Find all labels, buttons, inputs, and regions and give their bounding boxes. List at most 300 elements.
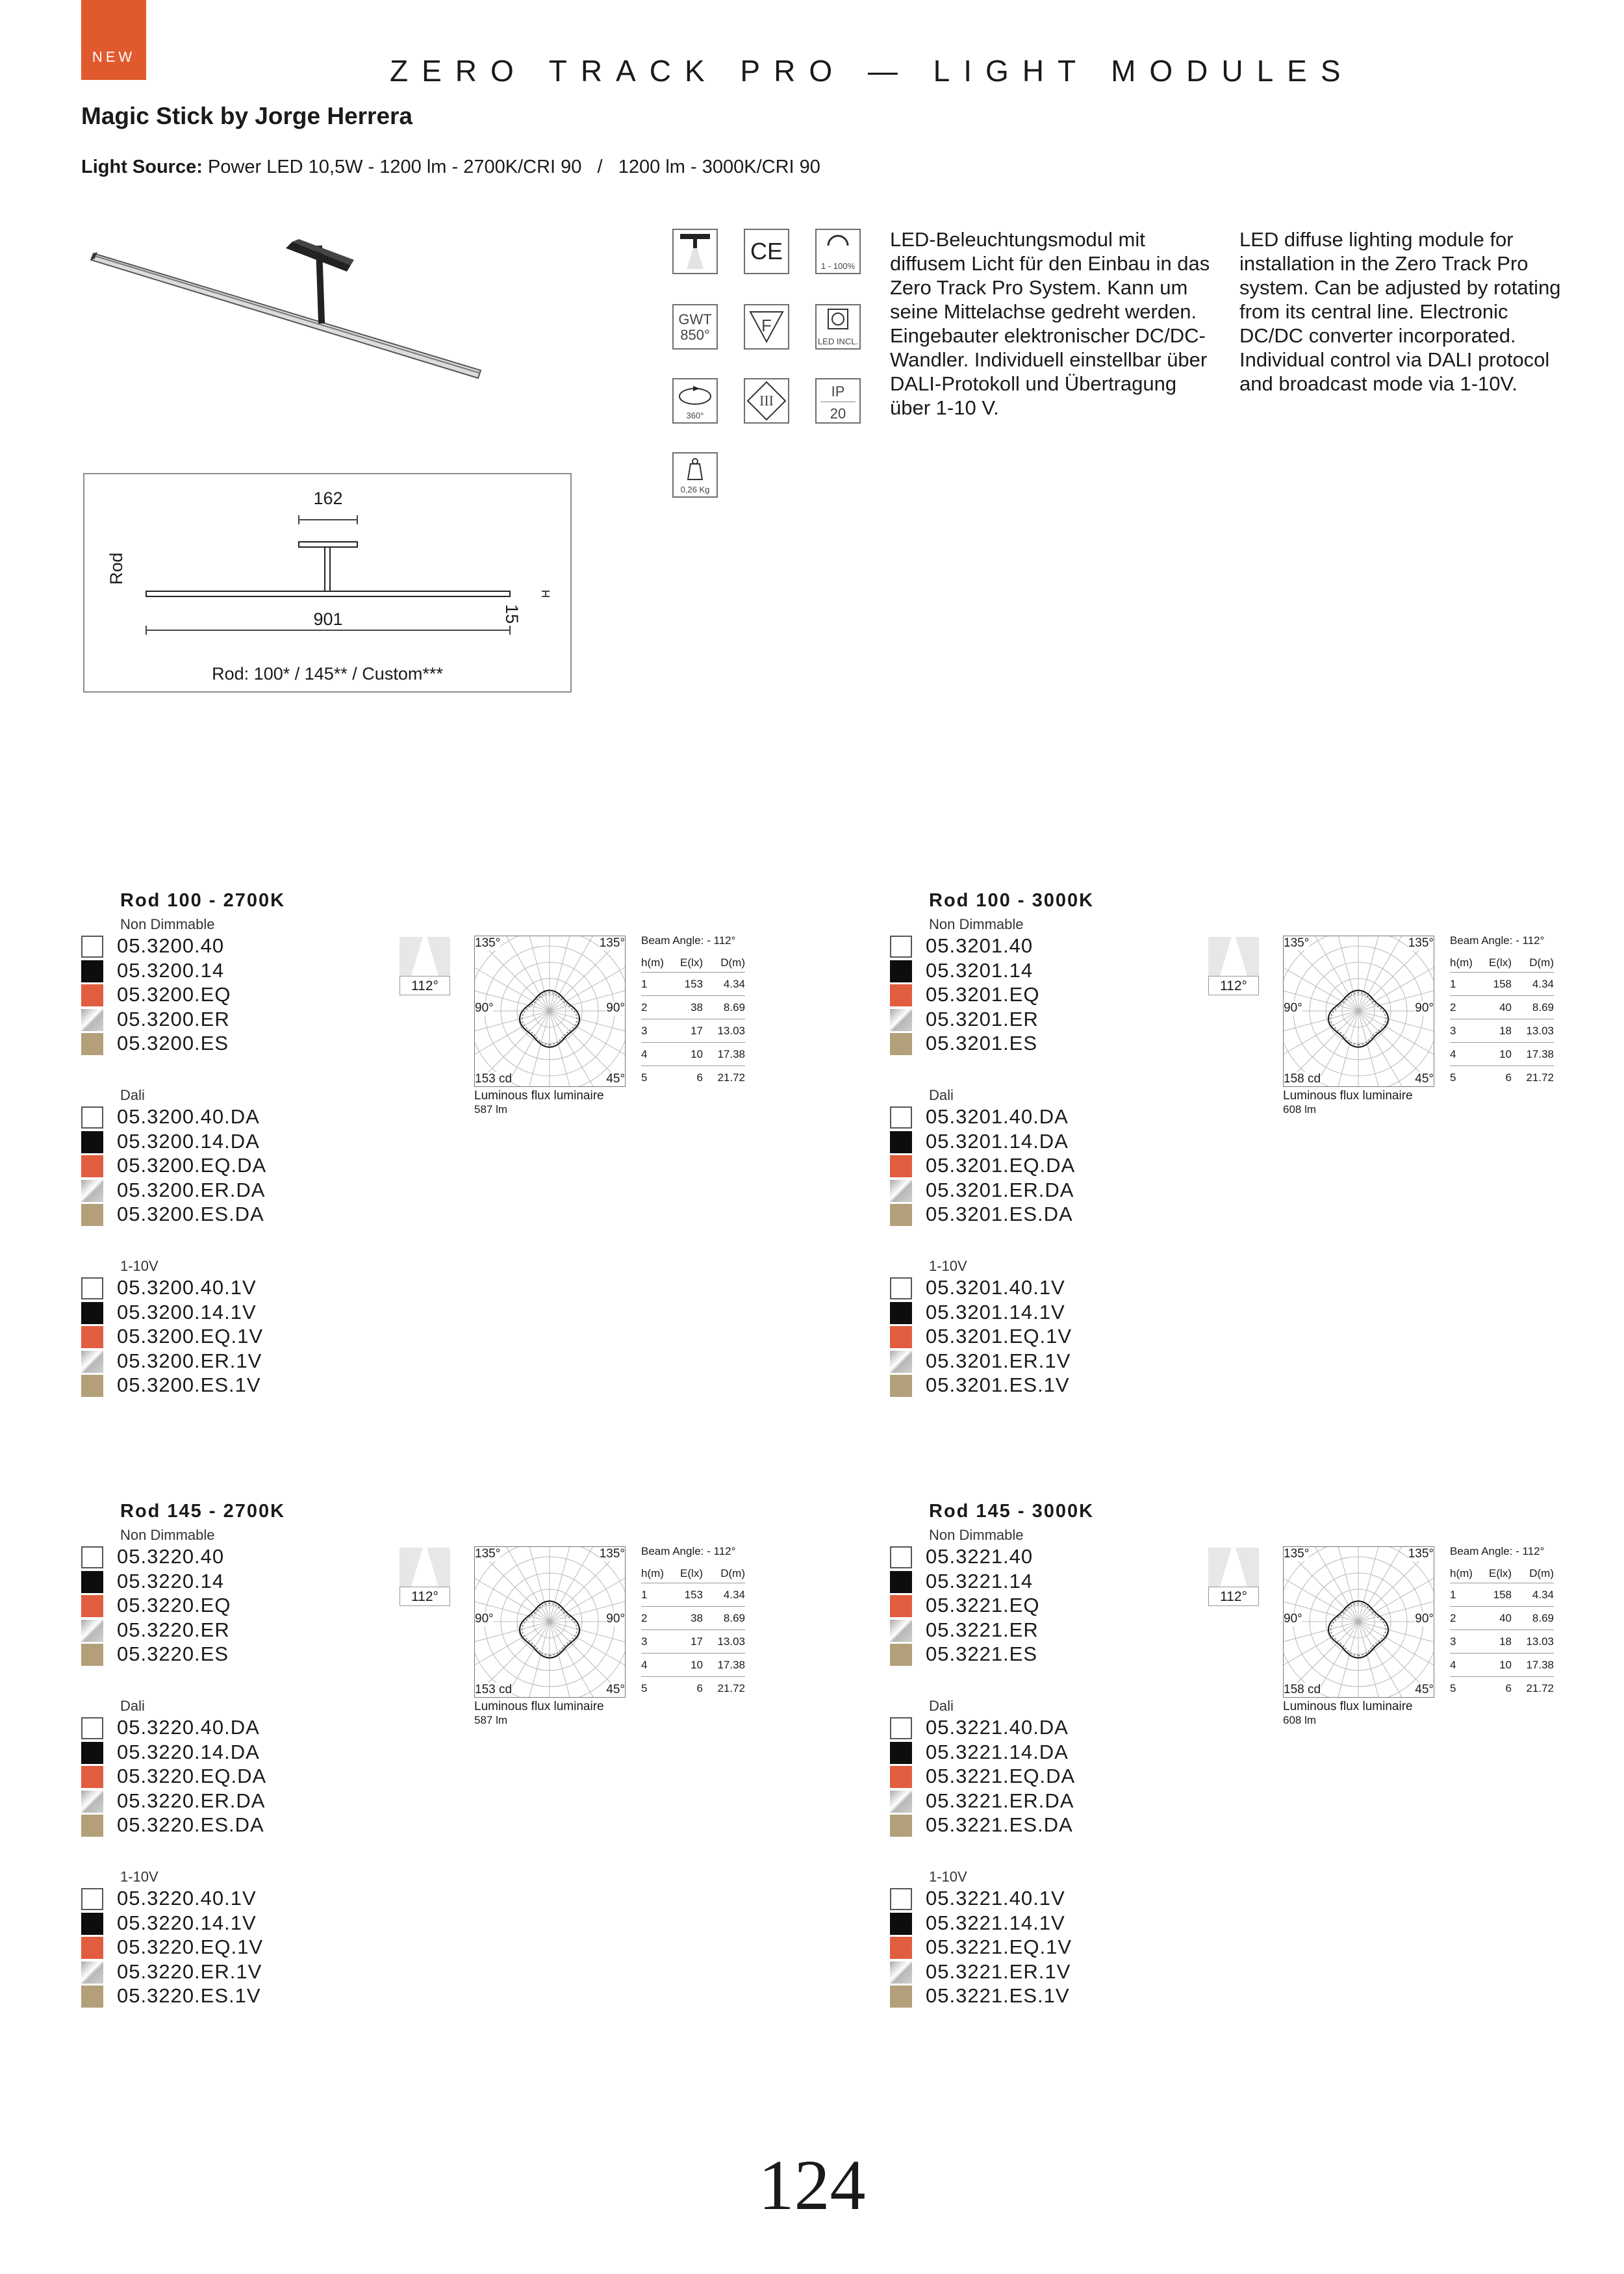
table-row [1450, 973, 1554, 996]
cell-diameter: 17.38 [1512, 1654, 1554, 1677]
candela-value: 158 cd [1284, 1072, 1321, 1086]
table-row [641, 1654, 745, 1677]
finish-swatch-orange [81, 1766, 103, 1788]
cell-illuminance: 6 [696, 1071, 703, 1084]
candela-value: 153 cd [475, 1072, 513, 1086]
product-code: 05.3220.14 [117, 1569, 225, 1592]
col-header-h: h(m) [641, 954, 670, 973]
cell-illuminance: 153 [670, 973, 703, 996]
product-code: 05.3201.ER.DA [926, 1178, 1074, 1201]
beam-angle-badge: 112° [400, 1587, 450, 1606]
polar-diagram [1283, 1546, 1434, 1698]
product-code: 05.3201.EQ.1V [926, 1325, 1072, 1348]
cell-diameter: 17.38 [703, 1654, 745, 1677]
group-label-v110: 1-10V [120, 1258, 159, 1274]
product-code: 05.3201.EQ [926, 983, 1040, 1006]
product-code: 05.3220.14.DA [117, 1740, 260, 1763]
table-row [1450, 1607, 1554, 1630]
description-english: LED diffuse lighting module for installation in the Zero Track Pro system. Can be adjusted by rotating from its central line. Electronic DC/DC converter incorporated. Individual control via DALI protocol and broadcast mode via 1-10V. [1239, 228, 1561, 395]
table-row [641, 1583, 745, 1607]
product-code: 05.3200.EQ [117, 983, 231, 1006]
new-badge [81, 0, 146, 80]
cell-illuminance: 17 [670, 1630, 703, 1654]
group-label-dali: Dali [120, 1087, 145, 1103]
new-badge-label: NEW [92, 49, 136, 65]
finish-swatch-orange [890, 1326, 912, 1348]
finish-swatch-gold [890, 1375, 912, 1397]
angle-label-90-left: 90° [1284, 1001, 1302, 1015]
cell-height: 1 [641, 973, 670, 996]
finish-swatch-white [890, 1106, 912, 1129]
ip-rating-icon [815, 378, 861, 424]
beam-cone-svg [1208, 937, 1259, 977]
luminous-flux-value: 587 lm [474, 1714, 508, 1726]
angle-label-90-right: 90° [1415, 1612, 1434, 1626]
finish-swatch-gold [890, 1204, 912, 1226]
class-three-label: III [759, 392, 774, 409]
dim-width-top: 162 [313, 489, 343, 508]
luminous-flux-value: 587 lm [474, 1103, 508, 1116]
product-code: 05.3221.ES.DA [926, 1813, 1073, 1836]
cell-height: 5 [1450, 1071, 1456, 1084]
product-code: 05.3221.ES [926, 1642, 1038, 1665]
table-row [641, 973, 745, 996]
product-code: 05.3201.ES.DA [926, 1203, 1073, 1225]
cell-illuminance: 10 [1479, 1043, 1512, 1066]
beam-table [641, 1545, 745, 1700]
product-subtitle: Magic Stick by Jorge Herrera [81, 103, 412, 129]
col-header-e: E(lx) [670, 954, 703, 973]
dim-rod-label: Rod [107, 552, 126, 585]
product-code: 05.3220.ES.DA [117, 1813, 264, 1836]
finish-swatch-orange [890, 984, 912, 1006]
light-source-label: Light Source: [81, 157, 203, 177]
cell-diameter: 21.72 [1526, 1071, 1554, 1084]
weight-label: 0,26 Kg [680, 485, 710, 494]
product-code: 05.3221.40.DA [926, 1716, 1069, 1739]
finish-swatch-gold [81, 1815, 103, 1837]
finish-swatch-chrome [890, 1009, 912, 1031]
cell-illuminance: 10 [670, 1654, 703, 1677]
section-title: Rod 100 - 3000K [929, 890, 1095, 911]
cell-diameter: 21.72 [717, 1071, 745, 1084]
product-code: 05.3200.ES.1V [117, 1373, 261, 1396]
product-code: 05.3200.EQ.1V [117, 1325, 263, 1348]
cell-height: 5 [641, 1681, 648, 1694]
cell-diameter: 4.34 [703, 973, 745, 996]
product-code: 05.3200.14.1V [117, 1300, 257, 1323]
product-code: 05.3200.ES.DA [117, 1203, 264, 1225]
finish-swatch-black [890, 1131, 912, 1153]
cell-height: 1 [1450, 973, 1479, 996]
product-code: 05.3200.EQ.DA [117, 1154, 267, 1177]
col-header-e: E(lx) [1479, 954, 1512, 973]
col-header-e: E(lx) [670, 1565, 703, 1583]
product-code: 05.3220.ER.1V [117, 1960, 262, 1983]
cell-diameter: 4.34 [1512, 973, 1554, 996]
product-code: 05.3201.14.DA [926, 1129, 1069, 1153]
product-code: 05.3221.14 [926, 1569, 1034, 1592]
angle-label-90-right: 90° [606, 1612, 625, 1626]
cell-diameter: 17.38 [703, 1043, 745, 1066]
dimension-drawing [83, 473, 572, 693]
cell-diameter: 4.34 [1512, 1583, 1554, 1607]
group-label-v110: 1-10V [929, 1869, 967, 1885]
table-row [1450, 1043, 1554, 1066]
table-header-row [641, 954, 745, 973]
finish-swatch-chrome [890, 1791, 912, 1813]
finish-swatch-orange [890, 1766, 912, 1788]
col-header-h: h(m) [1450, 954, 1479, 973]
group-label-non-dimmable: Non Dimmable [120, 916, 215, 932]
finish-swatch-black [890, 1571, 912, 1593]
finish-swatch-black [81, 1131, 103, 1153]
cell-illuminance: 158 [1479, 973, 1512, 996]
angle-label-90-left: 90° [475, 1001, 494, 1015]
cell-illuminance: 6 [696, 1681, 703, 1694]
product-code: 05.3201.ER.1V [926, 1349, 1071, 1372]
beam-angle-badge: 112° [400, 976, 450, 995]
cell-illuminance: 38 [670, 996, 703, 1019]
candela-value: 158 cd [1284, 1683, 1321, 1696]
cell-illuminance: 18 [1479, 1630, 1512, 1654]
product-code: 05.3220.ER.DA [117, 1789, 266, 1812]
angle-label-135-right: 135° [1408, 1547, 1434, 1561]
product-code: 05.3221.EQ.DA [926, 1765, 1076, 1787]
col-header-e: E(lx) [1479, 1565, 1512, 1583]
luminous-flux-label: Luminous flux luminaire [1283, 1089, 1413, 1103]
product-code: 05.3221.14.1V [926, 1911, 1065, 1934]
illuminance-table [641, 954, 745, 1089]
polar-diagram [1283, 936, 1434, 1087]
product-code: 05.3220.ES [117, 1642, 229, 1665]
beam-angle-text: Beam Angle: - 112° [1450, 934, 1545, 947]
cell-illuminance: 40 [1479, 1607, 1512, 1630]
product-code: 05.3200.ES [117, 1032, 229, 1054]
finish-swatch-white [890, 1717, 912, 1739]
gwt-label: GWT [678, 311, 712, 327]
table-row [641, 1019, 745, 1043]
cell-height: 3 [641, 1019, 670, 1043]
product-code: 05.3221.40 [926, 1545, 1034, 1568]
section-title: Rod 145 - 3000K [929, 1501, 1095, 1522]
svg-text:CE: CE [750, 238, 783, 264]
table-row [641, 1607, 745, 1630]
beam-angle-text: Beam Angle: - 112° [641, 1545, 736, 1557]
finish-swatch-black [81, 1302, 103, 1324]
polar-grid-svg [475, 936, 625, 1086]
luminous-flux-value: 608 lm [1283, 1714, 1317, 1726]
product-code: 05.3220.ES.1V [117, 1984, 261, 2007]
product-section [890, 890, 1618, 1449]
cell-height: 4 [641, 1654, 670, 1677]
finish-swatch-gold [890, 1986, 912, 2008]
angle-label-135-left: 135° [1284, 936, 1310, 950]
group-label-non-dimmable: Non Dimmable [929, 1527, 1024, 1543]
product-code: 05.3221.ER [926, 1618, 1039, 1641]
cell-height: 5 [1450, 1681, 1456, 1694]
group-label-non-dimmable: Non Dimmable [929, 916, 1024, 932]
cell-illuminance: 18 [1479, 1019, 1512, 1043]
illuminance-table [1450, 1565, 1554, 1700]
finish-swatch-orange [81, 1595, 103, 1617]
illuminance-table [641, 1565, 745, 1700]
finish-swatch-gold [81, 1204, 103, 1226]
candela-value: 153 cd [475, 1683, 513, 1696]
led-included-icon [815, 304, 861, 350]
glow-wire-icon [672, 304, 718, 350]
product-code: 05.3201.40.1V [926, 1276, 1065, 1299]
finish-swatch-gold [890, 1815, 912, 1837]
finish-swatch-black [81, 1571, 103, 1593]
product-code: 05.3221.ER.1V [926, 1960, 1071, 1983]
gwt-temp: 850° [680, 327, 710, 343]
beam-angle-icon [1208, 937, 1259, 993]
col-header-h: h(m) [641, 1565, 670, 1583]
page-number: 124 [758, 2145, 866, 2225]
product-section [81, 890, 809, 1449]
beam-cone-svg [1208, 1548, 1259, 1588]
cell-height: 2 [1450, 1607, 1479, 1630]
table-row [1450, 1677, 1554, 1700]
finish-swatch-chrome [890, 1961, 912, 1984]
ip-label: IP [831, 383, 845, 400]
finish-swatch-white [81, 1717, 103, 1739]
luminous-flux-value: 608 lm [1283, 1103, 1317, 1116]
angle-label-90-left: 90° [1284, 1612, 1302, 1626]
finish-swatch-gold [81, 1033, 103, 1055]
table-header-row [1450, 954, 1554, 973]
angle-label-135-left: 135° [1284, 1547, 1310, 1561]
group-label-dali: Dali [120, 1698, 145, 1714]
product-section [890, 1501, 1618, 2060]
finish-swatch-orange [890, 1595, 912, 1617]
cell-diameter: 8.69 [703, 996, 745, 1019]
cell-illuminance: 10 [670, 1043, 703, 1066]
finish-swatch-gold [81, 1375, 103, 1397]
angle-label-45: 45° [1415, 1072, 1434, 1086]
product-code: 05.3200.40.DA [117, 1105, 260, 1128]
finish-swatch-chrome [81, 1009, 103, 1031]
col-header-d: D(m) [703, 954, 745, 973]
finish-swatch-chrome [890, 1620, 912, 1642]
cell-illuminance: 17 [670, 1019, 703, 1043]
cell-height: 1 [1450, 1583, 1479, 1607]
cell-height: 4 [1450, 1654, 1479, 1677]
finish-swatch-black [81, 1913, 103, 1935]
weight-icon [672, 452, 718, 498]
product-code: 05.3200.14.DA [117, 1129, 260, 1153]
polar-diagram [474, 1546, 626, 1698]
product-code: 05.3221.EQ [926, 1594, 1040, 1616]
beam-table [1450, 1545, 1554, 1700]
cell-diameter: 13.03 [703, 1630, 745, 1654]
f-mark-icon [744, 304, 789, 350]
product-code: 05.3220.EQ.DA [117, 1765, 267, 1787]
cell-illuminance: 153 [670, 1583, 703, 1607]
cell-diameter: 8.69 [1512, 1607, 1554, 1630]
light-source-line [81, 157, 820, 178]
page-title: ZERO TRACK PRO — LIGHT MODULES [390, 54, 1354, 88]
cell-height: 3 [1450, 1630, 1479, 1654]
table-row [1450, 1654, 1554, 1677]
group-label-v110: 1-10V [120, 1869, 159, 1885]
finish-swatch-gold [81, 1644, 103, 1666]
led-included-label: LED INCL. [817, 337, 859, 346]
finish-swatch-white [81, 1106, 103, 1129]
angle-label-135-right: 135° [1408, 936, 1434, 950]
group-label-v110: 1-10V [929, 1258, 967, 1274]
finish-swatch-orange [81, 1937, 103, 1959]
angle-label-135-right: 135° [599, 936, 625, 950]
luminous-flux-label: Luminous flux luminaire [474, 1700, 604, 1713]
product-code: 05.3220.40 [117, 1545, 225, 1568]
rotation-icon [672, 378, 718, 424]
product-code: 05.3200.ER.DA [117, 1178, 266, 1201]
group-label-dali: Dali [929, 1698, 954, 1714]
table-row [641, 1043, 745, 1066]
product-code: 05.3201.40 [926, 934, 1034, 957]
finish-swatch-gold [81, 1986, 103, 2008]
ce-mark-icon [744, 229, 789, 274]
cell-illuminance: 40 [1479, 996, 1512, 1019]
polar-diagram [474, 936, 626, 1087]
cell-diameter: 13.03 [703, 1019, 745, 1043]
cell-diameter: 21.72 [717, 1681, 745, 1694]
product-code: 05.3220.EQ.1V [117, 1935, 263, 1958]
table-row [1450, 1630, 1554, 1654]
product-code: 05.3220.14.1V [117, 1911, 257, 1934]
cell-height: 1 [641, 1583, 670, 1607]
track-mount-icon [672, 229, 718, 274]
ip-value: 20 [830, 405, 846, 422]
section-title: Rod 100 - 2700K [120, 890, 286, 911]
beam-cone-svg [400, 937, 450, 977]
rotation-label: 360° [686, 411, 704, 420]
table-row [1450, 996, 1554, 1019]
product-code: 05.3201.40.DA [926, 1105, 1069, 1128]
finish-swatch-white [890, 936, 912, 958]
col-header-h: h(m) [1450, 1565, 1479, 1583]
product-code: 05.3221.14.DA [926, 1740, 1069, 1763]
cell-diameter: 17.38 [1512, 1043, 1554, 1066]
product-code: 05.3220.40.1V [117, 1887, 257, 1910]
finish-swatch-chrome [81, 1351, 103, 1373]
product-code: 05.3221.ES.1V [926, 1984, 1070, 2007]
product-code: 05.3201.ER [926, 1007, 1039, 1030]
finish-swatch-black [890, 1742, 912, 1764]
finish-swatch-black [890, 960, 912, 982]
finish-swatch-chrome [890, 1351, 912, 1373]
finish-swatch-chrome [81, 1180, 103, 1202]
cell-diameter: 13.03 [1512, 1019, 1554, 1043]
group-label-dali: Dali [929, 1087, 954, 1103]
finish-swatch-orange [81, 1326, 103, 1348]
dimming-icon [815, 229, 861, 274]
product-code: 05.3221.40.1V [926, 1887, 1065, 1910]
beam-angle-text: Beam Angle: - 112° [641, 934, 736, 947]
group-label-non-dimmable: Non Dimmable [120, 1527, 215, 1543]
finish-swatch-gold [890, 1033, 912, 1055]
f-mark-label: F [761, 316, 772, 335]
finish-swatch-white [81, 1546, 103, 1568]
angle-label-90-right: 90° [1415, 1001, 1434, 1015]
cell-height: 5 [641, 1071, 648, 1084]
cell-height: 3 [641, 1630, 670, 1654]
beam-angle-badge: 112° [1208, 1587, 1259, 1606]
table-header-row [641, 1565, 745, 1583]
beam-cone-svg [400, 1548, 450, 1588]
product-code: 05.3221.ER.DA [926, 1789, 1074, 1812]
product-code: 05.3201.EQ.DA [926, 1154, 1076, 1177]
finish-swatch-orange [890, 1155, 912, 1177]
finish-swatch-white [890, 1888, 912, 1910]
product-code: 05.3220.ER [117, 1618, 230, 1641]
dimming-range: 1 - 100% [820, 261, 856, 271]
cell-illuminance: 158 [1479, 1583, 1512, 1607]
table-row [641, 1630, 745, 1654]
finish-swatch-white [890, 1277, 912, 1299]
cell-height: 4 [1450, 1043, 1479, 1066]
finish-swatch-black [890, 1302, 912, 1324]
polar-grid-svg [1284, 1547, 1434, 1697]
finish-swatch-chrome [890, 1180, 912, 1202]
angle-label-45: 45° [1415, 1683, 1434, 1696]
angle-label-135-right: 135° [599, 1547, 625, 1561]
polar-grid-svg [475, 1547, 625, 1697]
product-illustration [78, 234, 494, 390]
product-code: 05.3201.14 [926, 958, 1034, 982]
rod-options: Rod: 100* / 145** / Custom*** [212, 664, 443, 683]
description-german: LED-Beleuchtungsmodul mit diffusem Licht für den Einbau in das Zero Track Pro System. Kann um seine Mittelachse gedreht werden. Eingebauter elektronischer DC/DC-Wandler. Individuell einstellbar über DALI-Protokoll und Übertragung über 1-10 V. [890, 228, 1210, 419]
cell-diameter: 21.72 [1526, 1681, 1554, 1694]
cell-illuminance: 6 [1505, 1681, 1512, 1694]
polar-grid-svg [1284, 936, 1434, 1086]
angle-label-135-left: 135° [475, 1547, 501, 1561]
finish-swatch-orange [81, 1155, 103, 1177]
product-code: 05.3220.EQ [117, 1594, 231, 1616]
cell-illuminance: 10 [1479, 1654, 1512, 1677]
col-header-d: D(m) [1512, 954, 1554, 973]
cell-diameter: 8.69 [1512, 996, 1554, 1019]
cell-height: 2 [1450, 996, 1479, 1019]
cell-illuminance: 38 [670, 1607, 703, 1630]
cell-height: 2 [641, 1607, 670, 1630]
finish-swatch-white [81, 1277, 103, 1299]
angle-label-90-left: 90° [475, 1612, 494, 1626]
col-header-d: D(m) [1512, 1565, 1554, 1583]
product-code: 05.3221.EQ.1V [926, 1935, 1072, 1958]
finish-swatch-chrome [81, 1791, 103, 1813]
dim-length: 901 [313, 609, 343, 629]
product-code: 05.3200.ER [117, 1007, 230, 1030]
cell-diameter: 8.69 [703, 1607, 745, 1630]
table-row [641, 1677, 745, 1700]
section-title: Rod 145 - 2700K [120, 1501, 286, 1522]
table-header-row [1450, 1565, 1554, 1583]
angle-label-45: 45° [606, 1683, 625, 1696]
product-code: 05.3201.ES [926, 1032, 1038, 1054]
beam-angle-icon [1208, 1548, 1259, 1604]
product-code: 05.3200.40.1V [117, 1276, 257, 1299]
luminous-flux-label: Luminous flux luminaire [474, 1089, 604, 1103]
cell-illuminance: 6 [1505, 1071, 1512, 1084]
product-section [81, 1501, 809, 2060]
finish-swatch-black [81, 960, 103, 982]
beam-angle-icon [400, 1548, 450, 1604]
angle-label-90-right: 90° [606, 1001, 625, 1015]
finish-swatch-black [890, 1913, 912, 1935]
